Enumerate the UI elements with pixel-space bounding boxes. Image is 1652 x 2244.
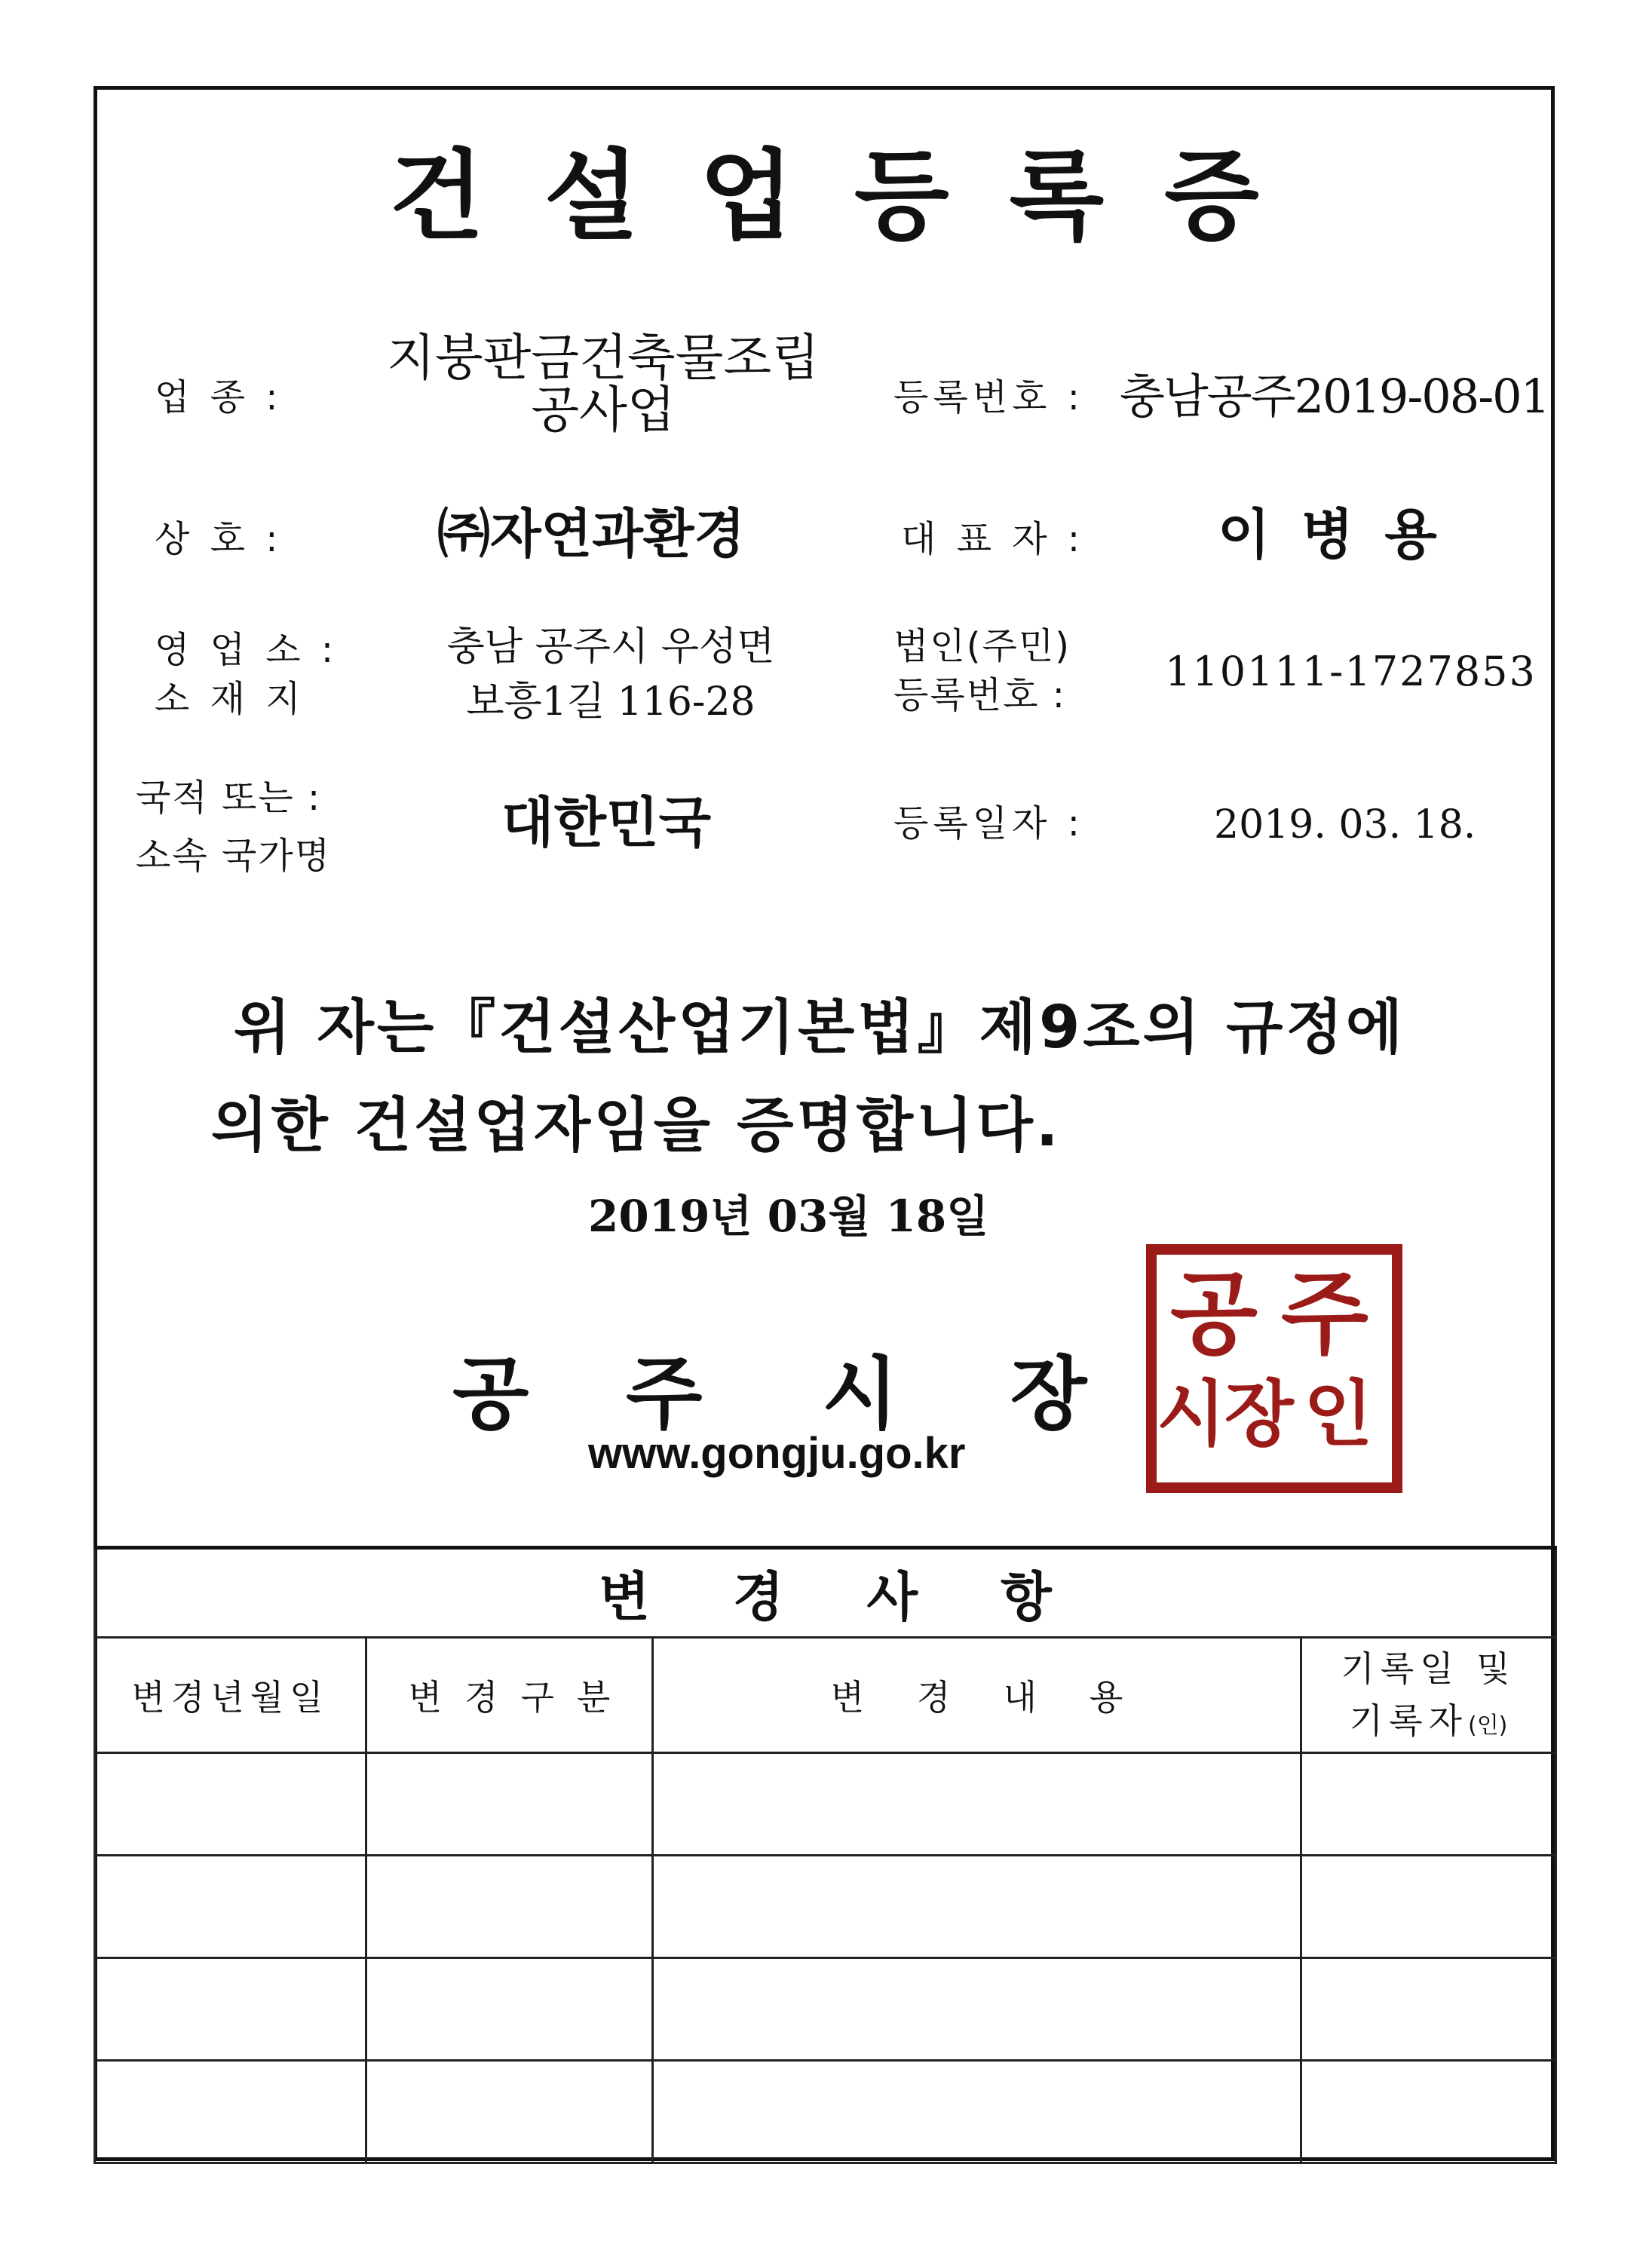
table-cell (95, 2061, 366, 2163)
office-label (155, 626, 338, 724)
nationality-value: 대한민국 (501, 790, 712, 854)
corp-no-label-line2: 등록번호 : (893, 673, 1066, 716)
rep-value: 이 병 용 (1218, 502, 1443, 566)
business-type-value (369, 329, 837, 440)
col-recorder-line1: 기록일 및 (1341, 1648, 1516, 1689)
changes-columns-row (95, 1638, 1556, 1753)
table-row (95, 2061, 1556, 2163)
business-type-value-line2: 공사업 (531, 381, 676, 440)
table-cell (95, 1753, 366, 1856)
table-row (95, 1958, 1556, 2061)
col-recorder-line2 (1302, 1695, 1555, 1747)
table-cell (1301, 1753, 1556, 1856)
table-cell (653, 1856, 1301, 1958)
col-recorder-seal: (인) (1467, 1712, 1508, 1739)
seal-char-5: 인 (1304, 1373, 1373, 1456)
office-value-line2: 보흥1길 116-28 (466, 679, 756, 725)
table-cell (653, 2061, 1301, 2163)
table-cell (95, 1958, 366, 2061)
office-value (422, 620, 799, 730)
nationality-label-line2: 소속 국가명 (136, 834, 332, 877)
seal-char-4: 장 (1224, 1373, 1294, 1456)
col-change-date: 변경년월일 (95, 1638, 366, 1753)
business-type-value-line1: 지붕판금건축물조립 (387, 329, 820, 387)
nationality-label (136, 769, 331, 885)
changes-header-row (95, 1548, 1556, 1638)
col-change-type: 변경구분 (366, 1638, 653, 1753)
seal-char-1: 공 (1170, 1262, 1258, 1367)
seal-char-2: 주 (1281, 1262, 1368, 1367)
table-cell (366, 1958, 653, 2061)
col-recorder (1301, 1638, 1556, 1753)
issuer-website: www.gongju.go.kr (588, 1429, 966, 1478)
issuer-char-1: 공 (452, 1348, 529, 1440)
official-seal-stamp (1146, 1244, 1402, 1493)
corp-no-value: 110111-1727853 (1165, 648, 1537, 695)
table-row (95, 1753, 1556, 1856)
reg-no-value: 충남공주2019-08-01 (1120, 369, 1549, 424)
issuer-char-3: 시 (822, 1348, 899, 1440)
table-cell (653, 1958, 1301, 2061)
col-recorder-label: 기록자 (1349, 1700, 1468, 1741)
reg-date-label: 등록일자 : (893, 802, 1084, 845)
page-title: 건설업등록증 (389, 139, 1319, 253)
reg-no-label: 등록번호 : (893, 376, 1084, 418)
table-cell (95, 1856, 366, 1958)
corp-no-label (893, 622, 1071, 720)
changes-title: 변경사항 (95, 1548, 1556, 1638)
reg-date-value: 2019. 03. 18. (1214, 802, 1476, 848)
table-cell (1301, 1856, 1556, 1958)
company-label: 상 호 : (155, 518, 283, 560)
col-change-content: 변경내용 (653, 1638, 1301, 1753)
rep-label: 대 표 자 : (901, 518, 1085, 560)
certification-line1: 위 자는『건설산업기본법』제9조의 규정에 (234, 994, 1406, 1062)
issuer-char-2: 주 (626, 1348, 703, 1440)
office-value-line1: 충남 공주시 우성면 (446, 624, 775, 670)
issue-date: 2019년 03월 18일 (588, 1191, 989, 1242)
business-type-label: 업 종 : (155, 376, 283, 418)
table-cell (366, 1753, 653, 1856)
certification-line2: 의한 건설업자임을 증명합니다. (211, 1092, 1062, 1160)
table-cell (366, 2061, 653, 2163)
table-cell (366, 1856, 653, 1958)
table-row (95, 1856, 1556, 1958)
changes-table (93, 1546, 1557, 2164)
office-label-line2: 소 재 지 (155, 677, 305, 720)
company-value: ㈜자연과환경 (437, 502, 746, 565)
nationality-label-line1: 국적 또는 : (136, 777, 322, 819)
seal-char-3: 시 (1157, 1373, 1226, 1456)
table-cell (653, 1753, 1301, 1856)
table-cell (1301, 1958, 1556, 2061)
corp-no-label-line1: 법인(주민) (893, 625, 1071, 667)
table-cell (1301, 2061, 1556, 2163)
issuer-char-4: 장 (1010, 1348, 1087, 1440)
office-label-line1: 영 업 소 : (155, 629, 339, 671)
